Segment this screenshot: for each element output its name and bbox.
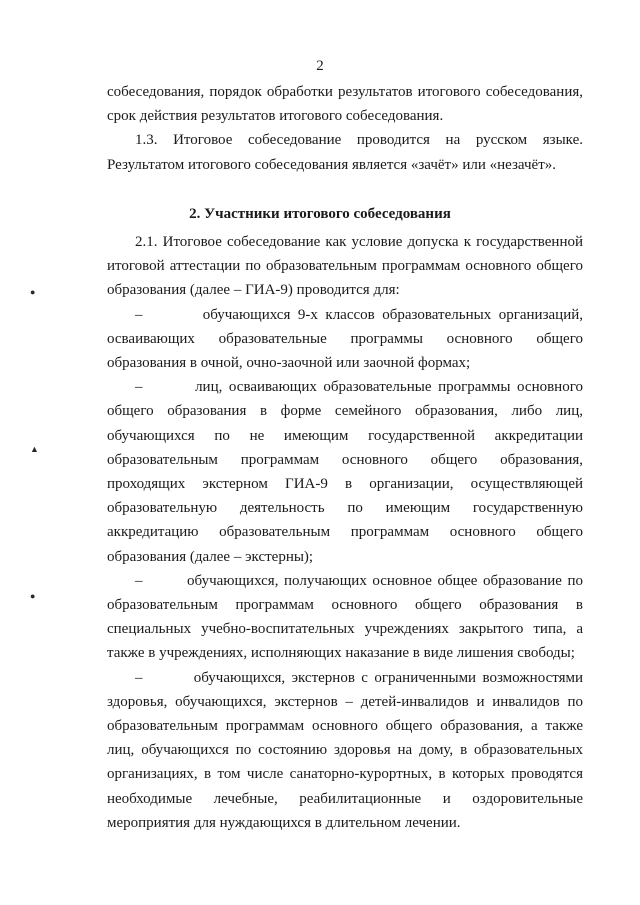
- list-item: – обучающихся 9-х классов образовательных организаций, осваивающих образовательные программы основного общего образования в очной, очно-заочной или заочной формах;: [107, 306, 583, 372]
- list-item: – лиц, осваивающих образовательные программы основного общего образования в форме семейного образования, либо лиц, обучающихся по не имеющим государственной аккредитации образовательным программам основного общего образования, проходящих экстерном ГИА-9 в организации, осуществляющей образовательную деятельность по имеющим государственную аккредитацию образовательным программам основного общего образования (далее – экстерны);: [107, 379, 583, 565]
- scan-speck: ●: [30, 287, 36, 297]
- page-number: 2: [316, 58, 324, 74]
- section-2-text-block: [107, 230, 583, 835]
- scan-speck: ▲: [30, 444, 39, 454]
- list-item: – обучающихся, экстернов с ограниченными возможностями здоровья, обучающихся, экстернов – детей-инвалидов и инвалидов по образовательным программам основного общего образования, а также лиц, обучающихся по состоянию здоровья на дому, в образовательных организациях, в том числе санаторно-курортных, в которых проводятся необходимые лечебные, реабилитационные и оздоровительные мероприятия для нуждающихся в длительном лечении.: [107, 669, 583, 831]
- paragraph-1-3: 1.3. Итоговое собеседование проводится на русском языке. Результатом итогового собеседования является «зачёт» или «незачёт».: [107, 132, 583, 173]
- scan-speck: ●: [30, 591, 36, 601]
- section-heading: 2. Участники итогового собеседования: [189, 206, 451, 222]
- continuation-paragraph: собеседования, порядок обработки результатов итогового собеседования, срок действия результатов итогового собеседования.: [107, 84, 583, 125]
- list-item: – обучающихся, получающих основное общее образование по образовательным программам основного общего образования в специальных учебно-воспитательных учреждениях закрытого типа, а также в учреждениях, исполняющих наказание в виде лишения свободы;: [107, 572, 583, 662]
- paragraph-2-1: 2.1. Итоговое собеседование как условие допуска к государственной итоговой аттестации по образовательным программам основного общего образования (далее – ГИА-9) проводится для:: [107, 234, 583, 299]
- intro-text-block: [107, 80, 583, 177]
